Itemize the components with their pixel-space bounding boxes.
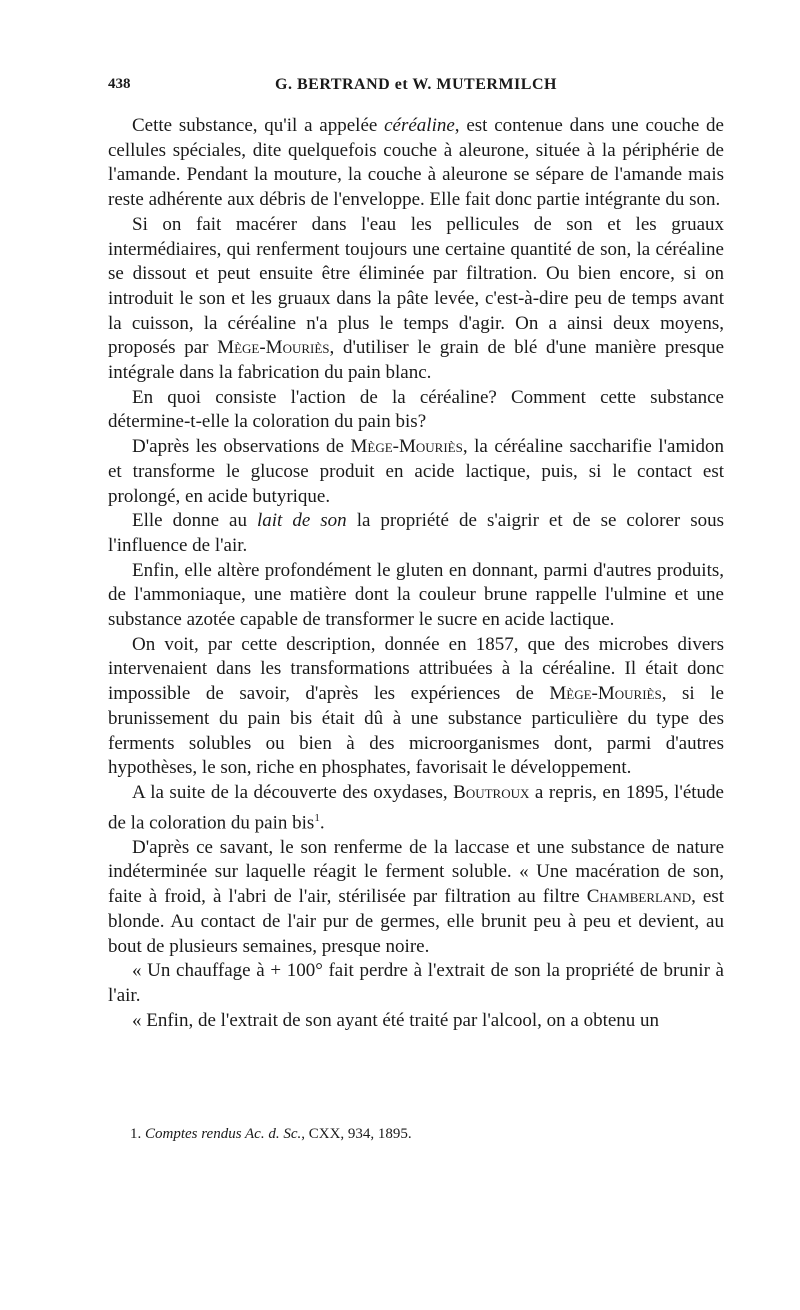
paragraph-5: [108, 509, 724, 558]
page-header: [108, 76, 724, 100]
text-run: , la céréaline saccharifie l'amidon et transforme le glucose produit en acide lactique, puis, si le contact est prolongé, en acide butyrique.: [108, 436, 724, 507]
paragraph-4: [108, 435, 724, 509]
footnote-source: Comptes rendus Ac. d. Sc.: [145, 1126, 302, 1142]
text-run: , est contenue dans une couche de cellules spéciales, dite quelquefois couche à aleurone, située à la périphérie de l'amande. Pendant la mouture, la couche à aleurone se sépare de l'amande mais reste adhérente aux débris de l'enveloppe. Elle fait donc partie intégrante du son.: [108, 115, 724, 211]
author-name: Mège-Mouriès: [350, 436, 463, 458]
text-run: Elle donne au: [132, 510, 257, 532]
body-text: [108, 114, 724, 1033]
footnote-number: 1.: [130, 1126, 142, 1142]
paragraph-3: En quoi consiste l'action de la céréaline? Comment cette substance détermine-t-elle la coloration du pain bis?: [108, 386, 724, 433]
footnote-ref[interactable]: 1: [314, 811, 320, 824]
paragraph-11: « Enfin, de l'extrait de son ayant été traité par l'alcool, on a obtenu un: [132, 1009, 660, 1031]
paragraph-6: Enfin, elle altère profondément le gluten en donnant, parmi d'autres produits, de l'ammoniaque, une matière dont la couleur brune rappelle l'ulmine et une substance azotée capable de transformer le sucre en acide lactique.: [108, 559, 724, 631]
text-run: la propriété de s'aigrir et de se colorer sous l'influence de l'air.: [108, 510, 725, 556]
text-run: .: [319, 812, 325, 834]
italic-term: céréaline: [384, 115, 455, 136]
text-run: , d'utiliser le grain de blé d'une manière presque intégrale dans la fabrication du pain blanc.: [108, 337, 724, 384]
text-run: D'après les observations de: [132, 436, 351, 458]
footnote: [130, 1124, 730, 1144]
text-run: a repris, en 1895, l'étude de la coloration du pain bis: [108, 781, 724, 834]
author-name: Mège-Mouriès: [217, 337, 330, 359]
author-name: Chamberland: [586, 886, 692, 908]
text-run: A la suite de la découverte des oxydases,: [132, 781, 454, 803]
author-name: Mège-Mouriès: [549, 683, 662, 705]
paragraph-7: [108, 633, 724, 781]
text-run: , est blonde. Au contact de l'air pur de germes, elle brunit peu à peu et devient, au bout de plusieurs semaines, presque noire.: [108, 886, 724, 957]
footnote-citation: , CXX, 934, 1895.: [301, 1126, 412, 1142]
page-number: 438: [108, 76, 131, 92]
italic-term: lait de son: [257, 510, 347, 532]
paragraph-1: [108, 114, 724, 213]
text-run: D'après ce savant, le son renferme de la laccase et une substance de nature indéterminée sur laquelle réagit le ferment soluble. « Une macération de son, faite à froid, à l'abri de l'air, stérilisée par filtration au filtre: [108, 836, 724, 908]
author-name: Boutroux: [453, 781, 530, 803]
text-run: On voit, par cette description, donnée en 1857, que des microbes divers intervenaient dans les transformations attribuées à la céréaline. Il était donc impossible de savoir, d'après les expériences de: [108, 633, 724, 705]
text-run: Si on fait macérer dans l'eau les pellicules de son et les gruaux intermédiaires, qui renferment toujours une certaine quantité de son, la céréaline se dissout et peut ensuite être éliminée par filtration. Ou bien encore, si on introduit le son et les gruaux dans la pâte levée, c'est-à-dire peu de temps avant la cuisson, la céréaline n'a plus le temps d'agir. On a ainsi deux moyens, proposés par: [108, 213, 724, 359]
text-run: , si le brunissement du pain bis était dû à une substance particulière du type des ferments solubles ou bien à des microorganismes dont, parmi d'autres hypothèses, le son, riche en phosphates, favorisait le développement.: [108, 683, 724, 779]
text-run: Cette substance, qu'il a appelée: [132, 115, 385, 136]
running-title: G. BERTRAND et W. MUTERMILCH: [275, 76, 557, 93]
paragraph-10: « Un chauffage à + 100° fait perdre à l'extrait de son la propriété de brunir à l'air.: [108, 960, 724, 1006]
paragraph-9: [108, 836, 724, 960]
paragraph-8: [108, 781, 724, 836]
paragraph-2: [108, 213, 724, 386]
